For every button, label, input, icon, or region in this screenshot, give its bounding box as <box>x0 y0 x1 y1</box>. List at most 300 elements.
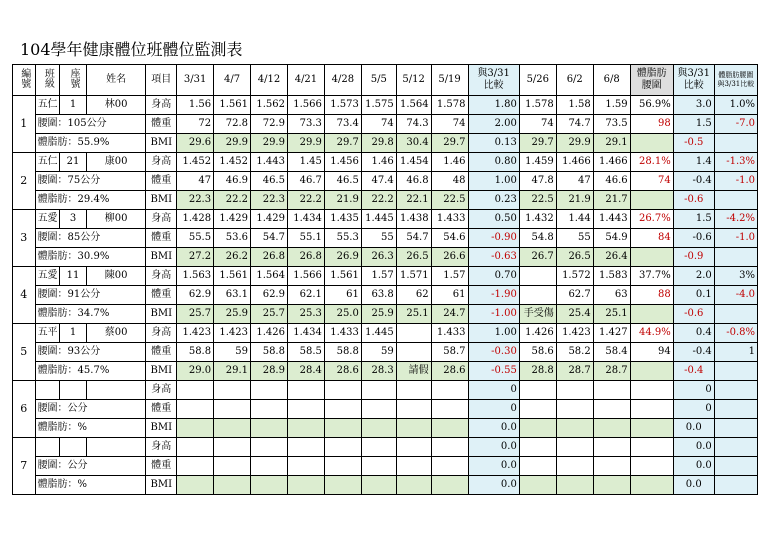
value-cell <box>287 438 324 457</box>
value-cell <box>519 476 556 495</box>
fat-waist-cell: 26.7% <box>630 210 673 229</box>
value-cell <box>177 476 214 495</box>
table-row <box>13 400 758 419</box>
value-cell: 48 <box>431 172 468 191</box>
value-cell <box>251 457 288 476</box>
seat-cell: 1 <box>60 96 87 115</box>
value-cell: 54.6 <box>431 229 468 248</box>
table-row <box>13 438 758 457</box>
value-cell <box>251 381 288 400</box>
value-cell: 22.5 <box>519 191 556 210</box>
value-cell: 47.8 <box>519 172 556 191</box>
class-cell: 五愛 <box>35 210 60 229</box>
value-cell: 1.57 <box>361 267 396 286</box>
compare-cell <box>714 248 757 267</box>
compare-cell <box>714 381 757 400</box>
value-cell: 58.8 <box>177 343 214 362</box>
compare-cell: -0.4 <box>673 343 714 362</box>
student-number: 3 <box>13 210 36 267</box>
value-cell: 54.7 <box>251 229 288 248</box>
header-compare-1: 與3/31 比較 <box>468 65 519 96</box>
value-cell <box>431 438 468 457</box>
table-body <box>13 96 758 495</box>
header-row <box>13 65 758 96</box>
compare-cell: 0.0 <box>673 457 714 476</box>
compare-cell <box>714 438 757 457</box>
student-number: 7 <box>13 438 36 495</box>
value-cell: 29.6 <box>177 134 214 153</box>
header-compare-2: 與3/31 比較 <box>673 65 714 96</box>
value-cell: 1.438 <box>396 210 431 229</box>
value-cell: 58.8 <box>324 343 361 362</box>
value-cell: 54.7 <box>396 229 431 248</box>
value-cell: 55.5 <box>177 229 214 248</box>
fat-label: 體脂肪：29.4% <box>35 191 146 210</box>
table-row <box>13 305 758 324</box>
value-cell: 61 <box>431 286 468 305</box>
compare-cell: -0.8% <box>714 324 757 343</box>
value-cell <box>593 381 630 400</box>
value-cell <box>396 400 431 419</box>
fat-label: 體脂肪：45.7% <box>35 362 146 381</box>
value-cell: 74.3 <box>396 115 431 134</box>
compare-cell: 0.0 <box>468 457 519 476</box>
value-cell: 1.427 <box>593 324 630 343</box>
compare-cell: 0.0 <box>673 438 714 457</box>
compare-cell: -7.0 <box>714 115 757 134</box>
class-cell: 五愛 <box>35 267 60 286</box>
value-cell: 58.5 <box>287 343 324 362</box>
value-cell: 29.9 <box>556 134 593 153</box>
compare-cell: -1.90 <box>468 286 519 305</box>
compare-cell: 0.0 <box>673 476 714 495</box>
compare-cell: 0 <box>673 400 714 419</box>
value-cell: 22.1 <box>396 191 431 210</box>
value-cell <box>396 343 431 362</box>
value-cell: 29.9 <box>214 134 251 153</box>
class-cell <box>35 381 60 400</box>
value-cell: 1.58 <box>556 96 593 115</box>
value-cell <box>177 457 214 476</box>
compare-cell: -0.6 <box>673 191 714 210</box>
value-cell <box>251 438 288 457</box>
value-cell: 28.8 <box>519 362 556 381</box>
compare-cell: 1.0% <box>714 96 757 115</box>
compare-cell: -0.5 <box>673 134 714 153</box>
value-cell: 29.1 <box>214 362 251 381</box>
value-cell: 手受傷 <box>519 305 556 324</box>
compare-cell: -1.3% <box>714 153 757 172</box>
value-cell: 74 <box>519 115 556 134</box>
value-cell: 62.9 <box>251 286 288 305</box>
item-label: BMI <box>146 362 177 381</box>
table-row <box>13 134 758 153</box>
value-cell <box>177 381 214 400</box>
item-label: 身高 <box>146 210 177 229</box>
waist-label: 腰圍：85公分 <box>35 229 146 248</box>
item-label: 身高 <box>146 324 177 343</box>
value-cell <box>431 400 468 419</box>
monitoring-table <box>12 64 758 495</box>
compare-cell: 0 <box>468 381 519 400</box>
value-cell: 26.2 <box>214 248 251 267</box>
compare-cell: 2.00 <box>468 115 519 134</box>
value-cell: 28.7 <box>556 362 593 381</box>
value-cell: 1.583 <box>593 267 630 286</box>
value-cell: 22.5 <box>431 191 468 210</box>
value-cell: 74.7 <box>556 115 593 134</box>
value-cell: 28.4 <box>287 362 324 381</box>
value-cell: 58.4 <box>593 343 630 362</box>
table-row <box>13 210 758 229</box>
value-cell: 21.9 <box>324 191 361 210</box>
value-cell: 62.7 <box>556 286 593 305</box>
value-cell <box>519 381 556 400</box>
value-cell: 25.9 <box>361 305 396 324</box>
compare-cell: -0.6 <box>673 305 714 324</box>
value-cell: 62.1 <box>287 286 324 305</box>
name-cell: 康00 <box>86 153 146 172</box>
value-cell <box>556 457 593 476</box>
value-cell: 74 <box>361 115 396 134</box>
value-cell: 21.9 <box>556 191 593 210</box>
value-cell: 1.452 <box>177 153 214 172</box>
header-fat-waist: 體脂肪 腰圍 <box>630 65 673 96</box>
compare-cell: 0.0 <box>673 419 714 438</box>
value-cell: 1.423 <box>177 324 214 343</box>
value-cell <box>287 419 324 438</box>
value-cell: 1.452 <box>214 153 251 172</box>
value-cell <box>324 438 361 457</box>
value-cell: 1.429 <box>251 210 288 229</box>
compare-cell: 2.0 <box>673 267 714 286</box>
table-row <box>13 96 758 115</box>
compare-cell: -4.0 <box>714 286 757 305</box>
item-label: BMI <box>146 191 177 210</box>
name-cell: 蔡00 <box>86 324 146 343</box>
value-cell: 1.443 <box>593 210 630 229</box>
value-cell: 46.6 <box>593 172 630 191</box>
item-label: 身高 <box>146 438 177 457</box>
value-cell: 47.4 <box>361 172 396 191</box>
value-cell: 1.435 <box>324 210 361 229</box>
item-label: 體重 <box>146 229 177 248</box>
name-cell <box>86 381 146 400</box>
value-cell: 25.4 <box>556 305 593 324</box>
value-cell <box>431 419 468 438</box>
compare-cell: 0.1 <box>673 286 714 305</box>
value-cell: 30.4 <box>396 134 431 153</box>
fat-waist-cell: 28.1% <box>630 153 673 172</box>
value-cell <box>361 400 396 419</box>
value-cell <box>177 438 214 457</box>
value-cell: 54.9 <box>593 229 630 248</box>
item-label: BMI <box>146 476 177 495</box>
table-row <box>13 381 758 400</box>
value-cell: 28.6 <box>431 362 468 381</box>
fat-waist-cell: 98 <box>630 115 673 134</box>
value-cell <box>361 381 396 400</box>
header-date: 6/2 <box>556 65 593 96</box>
value-cell: 47 <box>177 172 214 191</box>
value-cell: 46.5 <box>251 172 288 191</box>
fat-waist-cell: 44.9% <box>630 324 673 343</box>
value-cell: 22.3 <box>251 191 288 210</box>
header-seq: 編號 <box>13 65 36 96</box>
compare-cell: -0.9 <box>673 248 714 267</box>
value-cell: 1.46 <box>431 153 468 172</box>
value-cell: 1.426 <box>519 324 556 343</box>
compare-cell: -1.0 <box>714 172 757 191</box>
student-number: 1 <box>13 96 36 153</box>
value-cell <box>324 457 361 476</box>
value-cell: 63.1 <box>214 286 251 305</box>
compare-cell: 0.0 <box>468 419 519 438</box>
value-cell: 1.445 <box>361 210 396 229</box>
value-cell: 63 <box>593 286 630 305</box>
header-item: 項目 <box>146 65 177 96</box>
value-cell <box>287 476 324 495</box>
compare-cell <box>714 305 757 324</box>
value-cell: 73.4 <box>324 115 361 134</box>
student-number: 4 <box>13 267 36 324</box>
value-cell: 59 <box>361 343 396 362</box>
value-cell: 26.7 <box>519 248 556 267</box>
seat-cell: 21 <box>60 153 87 172</box>
class-cell: 五仁 <box>35 96 60 115</box>
value-cell: 1.573 <box>324 96 361 115</box>
item-label: 體重 <box>146 457 177 476</box>
value-cell <box>214 419 251 438</box>
header-date: 3/31 <box>177 65 214 96</box>
value-cell: 1.443 <box>251 153 288 172</box>
value-cell: 29.8 <box>361 134 396 153</box>
compare-cell: -0.55 <box>468 362 519 381</box>
table-row <box>13 153 758 172</box>
fat-waist-cell: 88 <box>630 286 673 305</box>
item-label: BMI <box>146 134 177 153</box>
waist-label: 腰圍：公分 <box>35 457 146 476</box>
compare-cell: 0 <box>673 381 714 400</box>
value-cell: 72.9 <box>251 115 288 134</box>
value-cell <box>593 400 630 419</box>
value-cell <box>519 457 556 476</box>
waist-label: 腰圍：93公分 <box>35 343 146 362</box>
fat-waist-cell <box>630 191 673 210</box>
value-cell: 46.9 <box>214 172 251 191</box>
value-cell: 72.8 <box>214 115 251 134</box>
fat-waist-cell: 74 <box>630 172 673 191</box>
value-cell: 73.5 <box>593 115 630 134</box>
value-cell: 1.433 <box>324 324 361 343</box>
value-cell: 1.561 <box>214 96 251 115</box>
value-cell: 1.44 <box>556 210 593 229</box>
value-cell: 1.434 <box>287 210 324 229</box>
table-row <box>13 457 758 476</box>
value-cell <box>324 381 361 400</box>
header-date: 5/5 <box>361 65 396 96</box>
compare-cell: -0.63 <box>468 248 519 267</box>
value-cell <box>287 400 324 419</box>
compare-cell: -4.2% <box>714 210 757 229</box>
header-date: 4/28 <box>324 65 361 96</box>
item-label: 體重 <box>146 172 177 191</box>
value-cell: 58.7 <box>431 343 468 362</box>
compare-cell: -0.90 <box>468 229 519 248</box>
value-cell: 72 <box>177 115 214 134</box>
compare-cell <box>714 419 757 438</box>
table-row <box>13 229 758 248</box>
value-cell: 59 <box>214 343 251 362</box>
value-cell: 1.561 <box>214 267 251 286</box>
value-cell: 26.5 <box>396 248 431 267</box>
value-cell: 74 <box>431 115 468 134</box>
value-cell: 22.2 <box>214 191 251 210</box>
header-class: 班級 <box>35 65 60 96</box>
value-cell: 29.9 <box>287 134 324 153</box>
value-cell: 26.8 <box>287 248 324 267</box>
value-cell: 1.45 <box>287 153 324 172</box>
item-label: BMI <box>146 419 177 438</box>
value-cell: 1.59 <box>593 96 630 115</box>
seat-cell: 1 <box>60 324 87 343</box>
value-cell <box>324 419 361 438</box>
seat-cell: 11 <box>60 267 87 286</box>
value-cell: 62.9 <box>177 286 214 305</box>
header-seat: 座號 <box>60 65 87 96</box>
value-cell: 1.433 <box>431 210 468 229</box>
value-cell <box>361 419 396 438</box>
name-cell: 林00 <box>86 96 146 115</box>
header-date: 5/19 <box>431 65 468 96</box>
value-cell <box>251 400 288 419</box>
fat-waist-cell: 37.7% <box>630 267 673 286</box>
value-cell: 1.571 <box>396 267 431 286</box>
header-date: 4/7 <box>214 65 251 96</box>
value-cell: 25.7 <box>177 305 214 324</box>
value-cell <box>519 438 556 457</box>
fat-waist-cell <box>630 438 673 457</box>
header-date: 4/12 <box>251 65 288 96</box>
value-cell <box>556 476 593 495</box>
value-cell: 25.0 <box>324 305 361 324</box>
compare-cell: 3.0 <box>673 96 714 115</box>
name-cell <box>86 438 146 457</box>
value-cell: 25.1 <box>593 305 630 324</box>
value-cell: 29.9 <box>251 134 288 153</box>
value-cell: 55 <box>556 229 593 248</box>
class-cell: 五平 <box>35 324 60 343</box>
student-number: 5 <box>13 324 36 381</box>
value-cell: 1.429 <box>214 210 251 229</box>
value-cell <box>251 419 288 438</box>
table-row <box>13 419 758 438</box>
value-cell: 1.459 <box>519 153 556 172</box>
value-cell: 29.7 <box>431 134 468 153</box>
value-cell: 55 <box>361 229 396 248</box>
table-row <box>13 324 758 343</box>
value-cell: 1.466 <box>593 153 630 172</box>
value-cell <box>396 419 431 438</box>
student-number: 6 <box>13 381 36 438</box>
value-cell <box>431 476 468 495</box>
value-cell <box>556 381 593 400</box>
compare-cell: -0.4 <box>673 362 714 381</box>
value-cell <box>593 476 630 495</box>
header-compare-3: 體脂肪腰圍 與3/31比較 <box>714 65 757 96</box>
item-label: 身高 <box>146 267 177 286</box>
value-cell: 58.6 <box>519 343 556 362</box>
value-cell <box>177 400 214 419</box>
fat-label: 體脂肪：34.7% <box>35 305 146 324</box>
compare-cell <box>714 191 757 210</box>
compare-cell: 0 <box>468 400 519 419</box>
value-cell: 46.8 <box>396 172 431 191</box>
value-cell: 54.8 <box>519 229 556 248</box>
value-cell: 1.433 <box>431 324 468 343</box>
value-cell: 26.6 <box>431 248 468 267</box>
value-cell: 請假 <box>396 362 431 381</box>
value-cell: 1.454 <box>396 153 431 172</box>
compare-cell: 1.80 <box>468 96 519 115</box>
compare-cell: 1.00 <box>468 324 519 343</box>
value-cell: 28.3 <box>361 362 396 381</box>
value-cell: 1.572 <box>556 267 593 286</box>
value-cell: 58.8 <box>251 343 288 362</box>
fat-label: 體脂肪：% <box>35 476 146 495</box>
compare-cell: -0.6 <box>673 229 714 248</box>
table-row <box>13 362 758 381</box>
value-cell: 1.428 <box>177 210 214 229</box>
compare-cell: 1.5 <box>673 115 714 134</box>
value-cell <box>361 476 396 495</box>
value-cell: 55.1 <box>287 229 324 248</box>
value-cell <box>556 438 593 457</box>
item-label: 體重 <box>146 343 177 362</box>
value-cell <box>214 438 251 457</box>
value-cell: 47 <box>556 172 593 191</box>
value-cell <box>324 400 361 419</box>
waist-label: 腰圍：75公分 <box>35 172 146 191</box>
fat-waist-cell <box>630 419 673 438</box>
seat-cell <box>60 381 87 400</box>
value-cell: 1.445 <box>361 324 396 343</box>
value-cell: 25.1 <box>396 305 431 324</box>
item-label: 身高 <box>146 96 177 115</box>
value-cell: 29.7 <box>324 134 361 153</box>
value-cell: 21.7 <box>593 191 630 210</box>
value-cell: 28.7 <box>593 362 630 381</box>
compare-cell: 1.4 <box>673 153 714 172</box>
value-cell <box>431 457 468 476</box>
value-cell <box>593 438 630 457</box>
waist-label: 腰圍：公分 <box>35 400 146 419</box>
value-cell <box>431 381 468 400</box>
fat-waist-cell <box>630 476 673 495</box>
header-date: 6/8 <box>593 65 630 96</box>
item-label: BMI <box>146 305 177 324</box>
value-cell <box>214 381 251 400</box>
value-cell: 62 <box>396 286 431 305</box>
value-cell: 27.2 <box>177 248 214 267</box>
compare-cell: 0.23 <box>468 191 519 210</box>
value-cell <box>396 324 431 343</box>
value-cell <box>519 267 556 286</box>
compare-cell <box>714 476 757 495</box>
header-name: 姓名 <box>86 65 146 96</box>
value-cell: 1.562 <box>251 96 288 115</box>
value-cell <box>287 457 324 476</box>
